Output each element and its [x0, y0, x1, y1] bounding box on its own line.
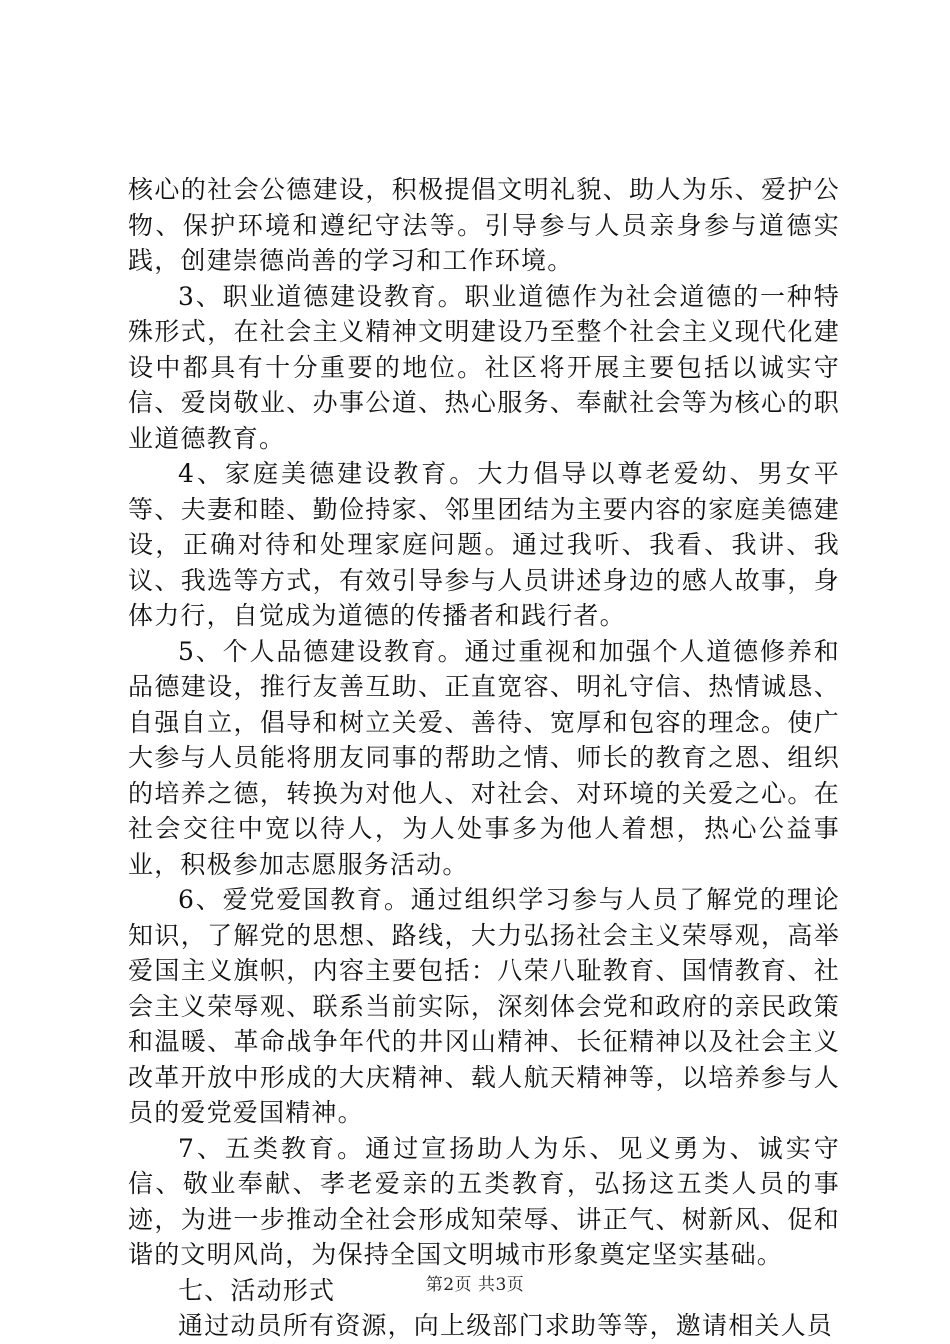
page-number-footer: 第2页 共3页 [425, 1275, 525, 1295]
paragraph-personal-morality: 5、个人品德建设教育。通过重视和加强个人道德修养和品德建设，推行友善互助、正直宽容、明礼守信、热情诚恳、自强自立，倡导和树立关爱、善待、宽厚和包容的理念。使广大参与人员能将朋友同事的帮助之情、师长的教育之恩、组织的培养之德，转换为对他人、对社会、对环境的关爱之心。在社会交往中宽以待人，为人处事多为他人着想，热心公益事业，积极参加志愿服务活动。 [128, 636, 840, 879]
paragraph-activity-forms: 通过动员所有资源，向上级部门求助等等，邀请相关人员 [178, 1311, 834, 1340]
section-heading-activity-forms: 七、活动形式 [178, 1275, 336, 1305]
paragraph-professional-ethics: 3、职业道德建设教育。职业道德作为社会道德的一种特殊形式，在社会主义精神文明建设乃至整个社会主义现代化建设中都具有十分重要的地位。社区将开展主要包括以诚实守信、爱岗敬业、办事公道、热心服务、奉献社会等为核心的职业道德教育。 [128, 281, 840, 453]
paragraph-family-virtue: 4、家庭美德建设教育。大力倡导以尊老爱幼、男女平等、夫妻和睦、勤俭持家、邻里团结为主要内容的家庭美德建设，正确对待和处理家庭问题。通过我听、我看、我讲、我议、我选等方式，有效引导参与人员讲述身边的感人故事，身体力行，自觉成为道德的传播者和践行者。 [128, 459, 840, 630]
paragraph-continuation: 核心的社会公德建设，积极提倡文明礼貌、助人为乐、爱护公物、保护环境和遵纪守法等。引导参与人员亲身参与道德实践，创建崇德尚善的学习和工作环境。 [128, 175, 840, 275]
document-body [128, 172, 840, 1344]
paragraph-five-categories: 7、五类教育。通过宣扬助人为乐、见义勇为、诚实守信、敬业奉献、孝老爱亲的五类教育，弘扬这五类人员的事迹，为进一步推动全社会形成知荣辱、讲正气、树新风、促和谐的文明风尚，为保持全国文明城市形象奠定坚实基础。 [128, 1133, 840, 1269]
paragraph-patriotism: 6、爱党爱国教育。通过组织学习参与人员了解党的理论知识，了解党的思想、路线，大力弘扬社会主义荣辱观，高举爱国主义旗帜，内容主要包括：八荣八耻教育、国情教育、社会主义荣辱观、联系当前实际，深刻体会党和政府的亲民政策和温暖、革命战争年代的井冈山精神、长征精神以及社会主义改革开放中形成的大庆精神、载人航天精神等，以培养参与人员的爱党爱国精神。 [128, 885, 840, 1127]
